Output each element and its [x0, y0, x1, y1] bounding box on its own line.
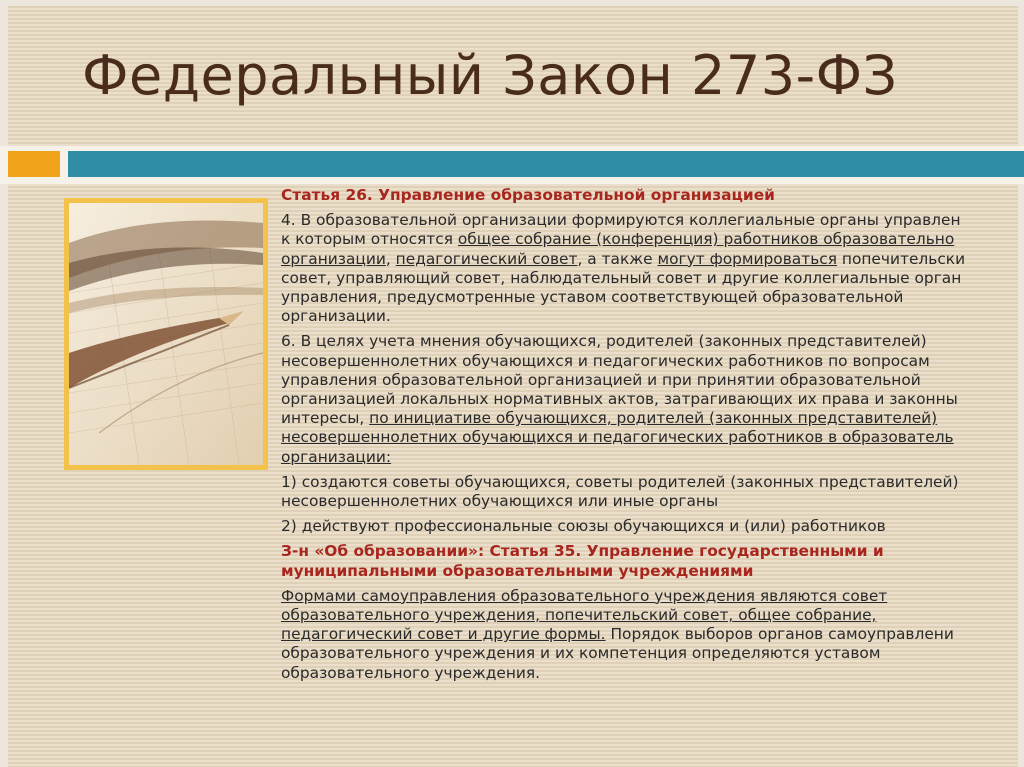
underlined-phrase: педагогический совет: [395, 249, 578, 268]
article-content: [281, 186, 1024, 683]
accent-bar-blue: [68, 151, 1024, 177]
art26-p4-line: организации, педагогический совет, а также могут формироваться попечительски: [281, 249, 966, 268]
art35-line: [281, 587, 1024, 606]
slide-title: Федеральный Закон 273-ФЗ: [82, 44, 898, 107]
underlined-phrase: по инициативе обучающихся, родителей (законных представителей): [369, 409, 938, 428]
pencil-paper-image: [69, 203, 263, 465]
art26-p4-line: к которым относятся общее собрание (конференция) работников образовательно: [281, 230, 955, 249]
art35-line: педагогический совет и другие формы. Порядок выборов органов самоуправлени: [281, 625, 954, 644]
art26-p6-line: интересы, по инициативе обучающихся, родителей (законных представителей): [281, 409, 938, 428]
underlined-phrase: Формами самоуправления образовательного учреждения являются совет: [281, 586, 888, 605]
article-35-heading: З-н «Об образовании»: Статья 35. Управление государственными и: [281, 542, 884, 561]
art35-line: образовательного учреждения и их компетенция определяются уставом: [281, 644, 881, 663]
slide-frame-left: [0, 0, 8, 767]
underlined-phrase: образовательного учреждения, попечительский совет, общее собрание,: [281, 606, 877, 625]
art26-p6-line: управления образовательной организацией и при принятии образовательной: [281, 370, 921, 389]
art26-p6-line: организацией локальных нормативных актов, затрагивающих их права и законны: [281, 390, 958, 409]
slide-frame-top: [0, 0, 1024, 6]
underlined-phrase: могут формироваться: [657, 249, 837, 268]
art26-p4-line: организации.: [281, 307, 391, 326]
art26-p4-line: 4. В образовательной организации формируются коллегиальные органы управлен: [281, 211, 961, 230]
pencil-illustration: [69, 203, 263, 465]
list-item-1-line: 1) создаются советы обучающихся, советы родителей (законных представителей): [281, 472, 959, 491]
accent-bar-orange: [8, 151, 60, 177]
art26-p6-line: [281, 448, 1024, 467]
art35-line: образовательного учреждения.: [281, 663, 541, 682]
underlined-phrase: общее собрание (конференция) работников образовательно: [457, 230, 955, 249]
underlined-phrase: организации: [281, 249, 386, 268]
art35-line: [281, 606, 1024, 625]
underlined-phrase: педагогический совет и другие формы.: [281, 625, 606, 644]
article-35-heading: муниципальными образовательными учреждениями: [281, 561, 754, 580]
decorative-image-frame: [64, 198, 268, 470]
list-item-1-line: несовершеннолетних обучающихся или иные органы: [281, 492, 719, 511]
art26-p4-line: совет, управляющий совет, наблюдательный совет и другие коллегиальные орган: [281, 268, 962, 287]
article-26-heading: Статья 26. Управление образовательной организацией: [281, 186, 775, 204]
art26-p6-line: несовершеннолетних обучающихся и педагогических работников по вопросам: [281, 351, 930, 370]
list-item-2: 2) действуют профессиональные союзы обучающихся и (или) работников: [281, 517, 886, 536]
art26-p6-line: несовершеннолетних обучающихся и педагогических работников в образователь: [281, 428, 954, 447]
art26-p4-line: управления, предусмотренные уставом соответствующей образовательной: [281, 288, 904, 307]
underlined-phrase: организации:: [281, 447, 392, 466]
art26-p6-line: 6. В целях учета мнения обучающихся, родителей (законных представителей): [281, 332, 927, 351]
